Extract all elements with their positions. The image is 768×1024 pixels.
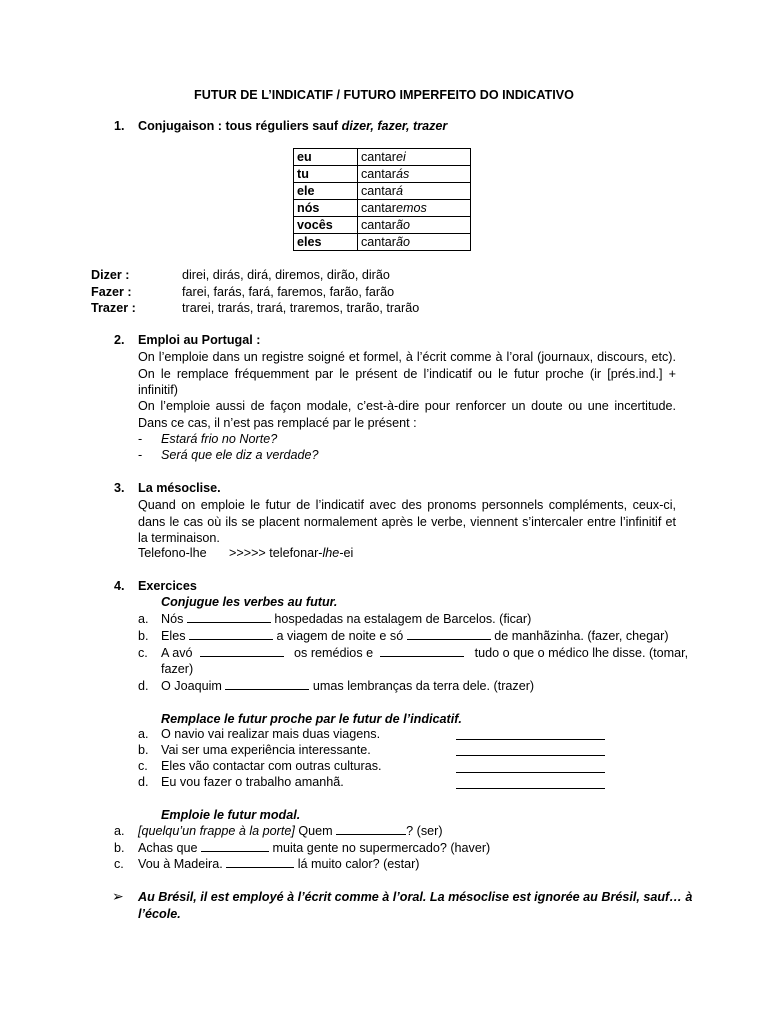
section-1-number: 1. — [114, 119, 125, 133]
irregular-verb-label: Trazer : — [91, 301, 136, 315]
example-dash: - — [138, 448, 143, 462]
answer-blank[interactable] — [336, 823, 406, 835]
exercise-1-item: A avó os remédios e tudo o que o médico lhe disse. (tomar, — [161, 646, 689, 660]
section-2-heading: Emploi au Portugal : — [138, 333, 261, 347]
answer-blank[interactable] — [189, 628, 273, 640]
pronoun-cell: vocês — [294, 217, 358, 234]
answer-blank[interactable] — [407, 628, 491, 640]
section-3-paragraph: Quand on emploie le futur de l’indicatif avec des pronoms personnels compléments, ceux-ci, dans le cas où ils se placent normalement après le verbe, viennent s’intercaler entre l’infinitif et la terminaison. — [138, 498, 676, 546]
pronoun-cell: ele — [294, 183, 358, 200]
exercise-1-label: b. — [138, 629, 149, 643]
mesoclise-example-input: Telefono-lhe — [138, 546, 207, 560]
note-line-1: Au Brésil, il est employé à l’écrit comme à l’oral. La mésoclise est ignorée au Brésil, sauf… à — [138, 890, 693, 904]
conjugation-row — [294, 183, 471, 200]
exercise-3-item: Vou à Madeira. lá muito calor? (estar) — [138, 857, 420, 871]
exercise-2-item: Vai ser uma experiência interessante. — [161, 743, 371, 757]
exercise-2-item: Eles vão contactar com outras culturas. — [161, 759, 382, 773]
answer-blank[interactable] — [226, 856, 294, 868]
answer-blank[interactable] — [201, 840, 269, 852]
verb-form-cell: cantarei — [358, 149, 471, 166]
pronoun-cell: eles — [294, 234, 358, 251]
irregular-verb-label: Fazer : — [91, 285, 132, 299]
exercise-3-label: a. — [114, 824, 125, 838]
irregular-verb-forms: farei, farás, fará, faremos, farão, farão — [182, 285, 395, 299]
section-4-heading: Exercices — [138, 579, 197, 593]
section-2-number: 2. — [114, 333, 125, 347]
exercise-3-item: [quelqu’un frappe à la porte] Quem ? (ser) — [138, 824, 443, 838]
exercise-2-label: c. — [138, 759, 148, 773]
arrow-bullet-icon: ➢ — [112, 888, 124, 904]
example-2: Será que ele diz a verdade? — [161, 448, 319, 462]
conjugation-row — [294, 166, 471, 183]
answer-blank[interactable] — [380, 645, 464, 657]
verb-form-cell: cantará — [358, 183, 471, 200]
verb-form-cell: cantarão — [358, 217, 471, 234]
exercise-2-item: O navio vai realizar mais duas viagens. — [161, 727, 381, 741]
conjugation-row — [294, 200, 471, 217]
exercise-1-label: a. — [138, 612, 149, 626]
exercise-2-label: d. — [138, 775, 149, 789]
exercise-3-label: c. — [114, 857, 124, 871]
answer-line[interactable] — [456, 755, 605, 756]
section-4-number: 4. — [114, 579, 125, 593]
exercise-1-item: Eles a viagem de noite e só de manhãzinha. (fazer, chegar) — [161, 629, 669, 643]
exercise-1-title: Conjugue les verbes au futur. — [161, 595, 338, 609]
exercise-2-title: Remplace le futur proche par le futur de l’indicatif. — [161, 712, 462, 726]
answer-blank[interactable] — [187, 611, 271, 623]
mesoclise-example-output: >>>>> telefonar-lhe-ei — [229, 546, 354, 560]
exercise-2-label: b. — [138, 743, 149, 757]
conjugation-table — [293, 148, 471, 251]
exercise-3-title: Emploie le futur modal. — [161, 808, 301, 822]
page-title: FUTUR DE L’INDICATIF / FUTURO IMPERFEITO DO INDICATIVO — [194, 88, 574, 102]
exercise-1-item: Nós hospedadas na estalagem de Barcelos. (ficar) — [161, 612, 532, 626]
section-2-paragraph-1: On l’emploie dans un registre soigné et formel, à l’écrit comme à l’oral (journaux, discours, etc). On le remplace fréquemment par le présent de l’indicatif ou le futur proche (ir [prés.ind.] + infinitif) — [138, 350, 676, 398]
irregular-verb-forms: trarei, trarás, trará, traremos, trarão, trarão — [182, 301, 420, 315]
pronoun-cell: eu — [294, 149, 358, 166]
section-3-heading: La mésoclise. — [138, 481, 221, 495]
answer-line[interactable] — [456, 739, 605, 740]
answer-blank[interactable] — [200, 645, 284, 657]
answer-line[interactable] — [456, 788, 605, 789]
example-dash: - — [138, 432, 143, 446]
section-2-paragraph-2: On l’emploie aussi de façon modale, c’est-à-dire pour renforcer un doute ou une incertitude. Dans ce cas, il n’est pas remplacé par le présent : — [138, 399, 676, 430]
exercise-2-label: a. — [138, 727, 149, 741]
section-3-number: 3. — [114, 481, 125, 495]
irregular-verb-forms: direi, dirás, dirá, diremos, dirão, dirão — [182, 268, 390, 282]
conjugation-row — [294, 149, 471, 166]
answer-blank[interactable] — [225, 678, 309, 690]
exercise-3-label: b. — [114, 841, 125, 855]
exercise-1-label: d. — [138, 679, 149, 693]
exercise-2-item: Eu vou fazer o trabalho amanhã. — [161, 775, 344, 789]
verb-form-cell: cantarás — [358, 166, 471, 183]
verb-form-cell: cantaremos — [358, 200, 471, 217]
section-1-heading: Conjugaison : tous réguliers sauf dizer, fazer, trazer — [138, 119, 448, 133]
exercise-1-item-continued: fazer) — [161, 662, 194, 676]
conjugation-row — [294, 234, 471, 251]
exercise-3-item: Achas que muita gente no supermercado? (haver) — [138, 841, 491, 855]
conjugation-row — [294, 217, 471, 234]
exercise-1-item: O Joaquim umas lembranças da terra dele. (trazer) — [161, 679, 535, 693]
verb-form-cell: cantarão — [358, 234, 471, 251]
pronoun-cell: nós — [294, 200, 358, 217]
note-line-2: l’école. — [138, 907, 181, 921]
example-1: Estará frio no Norte? — [161, 432, 278, 446]
answer-line[interactable] — [456, 772, 605, 773]
exercise-1-label: c. — [138, 646, 148, 660]
pronoun-cell: tu — [294, 166, 358, 183]
irregular-verb-label: Dizer : — [91, 268, 130, 282]
